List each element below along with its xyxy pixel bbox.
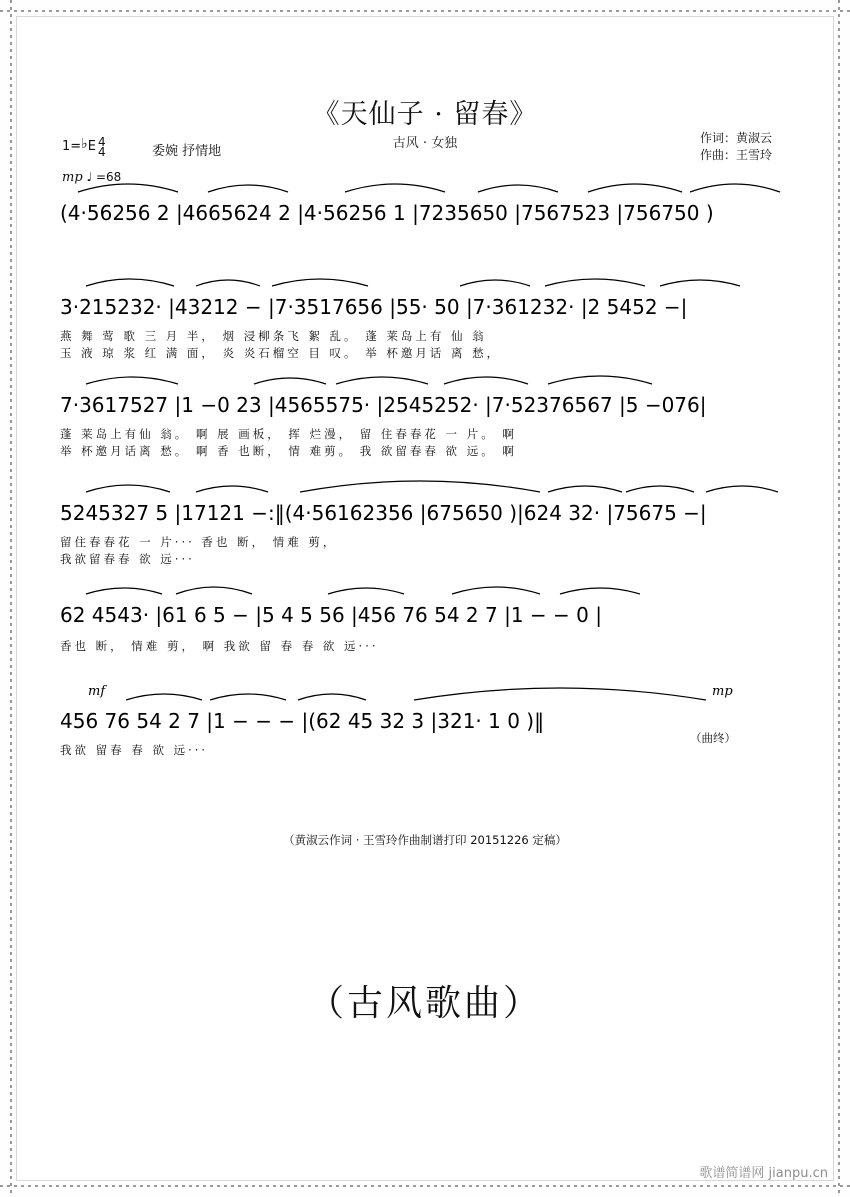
- dynamic-mf: mf: [88, 684, 106, 699]
- lyric-line: 香也 断， 情难 剪， 啊 我欲 留 春 春 欲 远···: [60, 639, 379, 653]
- notes-line: 7·3617527 |1 −0 23 |4565575· |2545252· |7·52376567 |5 −076|: [60, 393, 707, 417]
- meter-bottom: 4: [98, 144, 106, 159]
- lyricist-credit: 作词：黄淑云: [699, 131, 772, 145]
- composer-credit: 作曲：王雪玲: [699, 148, 772, 162]
- notes-line: 62 4543· |61 6 5 − |5 4 5 56 |456 76 54 2 7 |1 − − 0 |: [60, 603, 602, 627]
- tempo-mark: [62, 170, 121, 185]
- notes-line: 3·215232· |43212 − |7·3517656 |55· 50 |7·361232· |2 5452 −|: [60, 295, 688, 319]
- dynamic-mp: mp: [62, 170, 83, 185]
- credits-block: [700, 130, 772, 164]
- end-of-piece-label: （曲终）: [690, 731, 736, 745]
- notes-line: (4·56256 2 |4665624 2 |4·56256 1 |7235650 |7567523 |756750 ): [60, 201, 714, 225]
- dynamic-mp: mp: [712, 684, 733, 699]
- music-system-1: [60, 200, 790, 226]
- music-system-3: [60, 392, 790, 460]
- time-signature: [98, 134, 106, 159]
- footer-note: （黄淑云作词 · 王雪玲作曲制谱打印 20151226 定稿）: [283, 833, 567, 847]
- lyric-line: 燕 舞 莺 歌 三 月 半， 烟 浸柳条飞 絮 乱。 蓬 莱岛上有 仙 翁: [60, 329, 487, 343]
- tempo-value: ♩ =68: [86, 170, 122, 184]
- notes-line: 5245327 5 |17121 −:‖(4·56162356 |675650 )|624 32· |75675 −|: [60, 501, 707, 525]
- music-system-6: [60, 708, 790, 759]
- watermark-en: jianpu.cn: [768, 1166, 828, 1181]
- lyric-line: 我欲 留春 春 欲 远···: [60, 743, 209, 757]
- big-caption: （古风歌曲）: [307, 983, 542, 1024]
- meter-top: 4: [98, 134, 106, 149]
- key-prefix: 1=: [62, 139, 82, 154]
- notes-line: 456 76 54 2 7 |1 − − − |(62 45 32 3 |321· 1 0 )‖: [60, 709, 545, 733]
- expression-mark: 委婉 抒情地: [152, 144, 222, 159]
- music-system-4: [60, 500, 790, 568]
- watermark-cn: 歌谱简谱网: [699, 1166, 765, 1181]
- flat-icon: ♭: [81, 136, 88, 152]
- lyric-line: 举 杯邀月话离 愁。 啊 香 也断， 情 难剪。 我 欲留春春 欲 远。 啊: [60, 444, 517, 458]
- watermark: [699, 1162, 828, 1181]
- lyric-line: 蓬 莱岛上有仙 翁。 啊 展 画板， 挥 烂漫， 留 住春春花 一 片。 啊: [60, 427, 517, 441]
- song-subtitle: 古风 · 女独: [392, 136, 458, 151]
- page-border-bottom: [0, 1185, 850, 1187]
- music-system-5: [60, 602, 790, 655]
- key-letter: E: [87, 139, 96, 154]
- lyric-line: 玉 液 琼 浆 红 满 面， 炎 炎石榴空 目 叹。 举 杯邀月话 离 愁，: [60, 346, 502, 360]
- lyric-line: 我欲留春春 欲 远···: [60, 552, 195, 566]
- song-title: 《天仙子 · 留春》: [312, 99, 538, 130]
- key-signature: [62, 136, 108, 157]
- page-border-top: [0, 10, 850, 12]
- music-system-2: [60, 294, 790, 362]
- lyric-line: 留住春春花 一 片··· 香也 断， 情难 剪，: [60, 535, 338, 549]
